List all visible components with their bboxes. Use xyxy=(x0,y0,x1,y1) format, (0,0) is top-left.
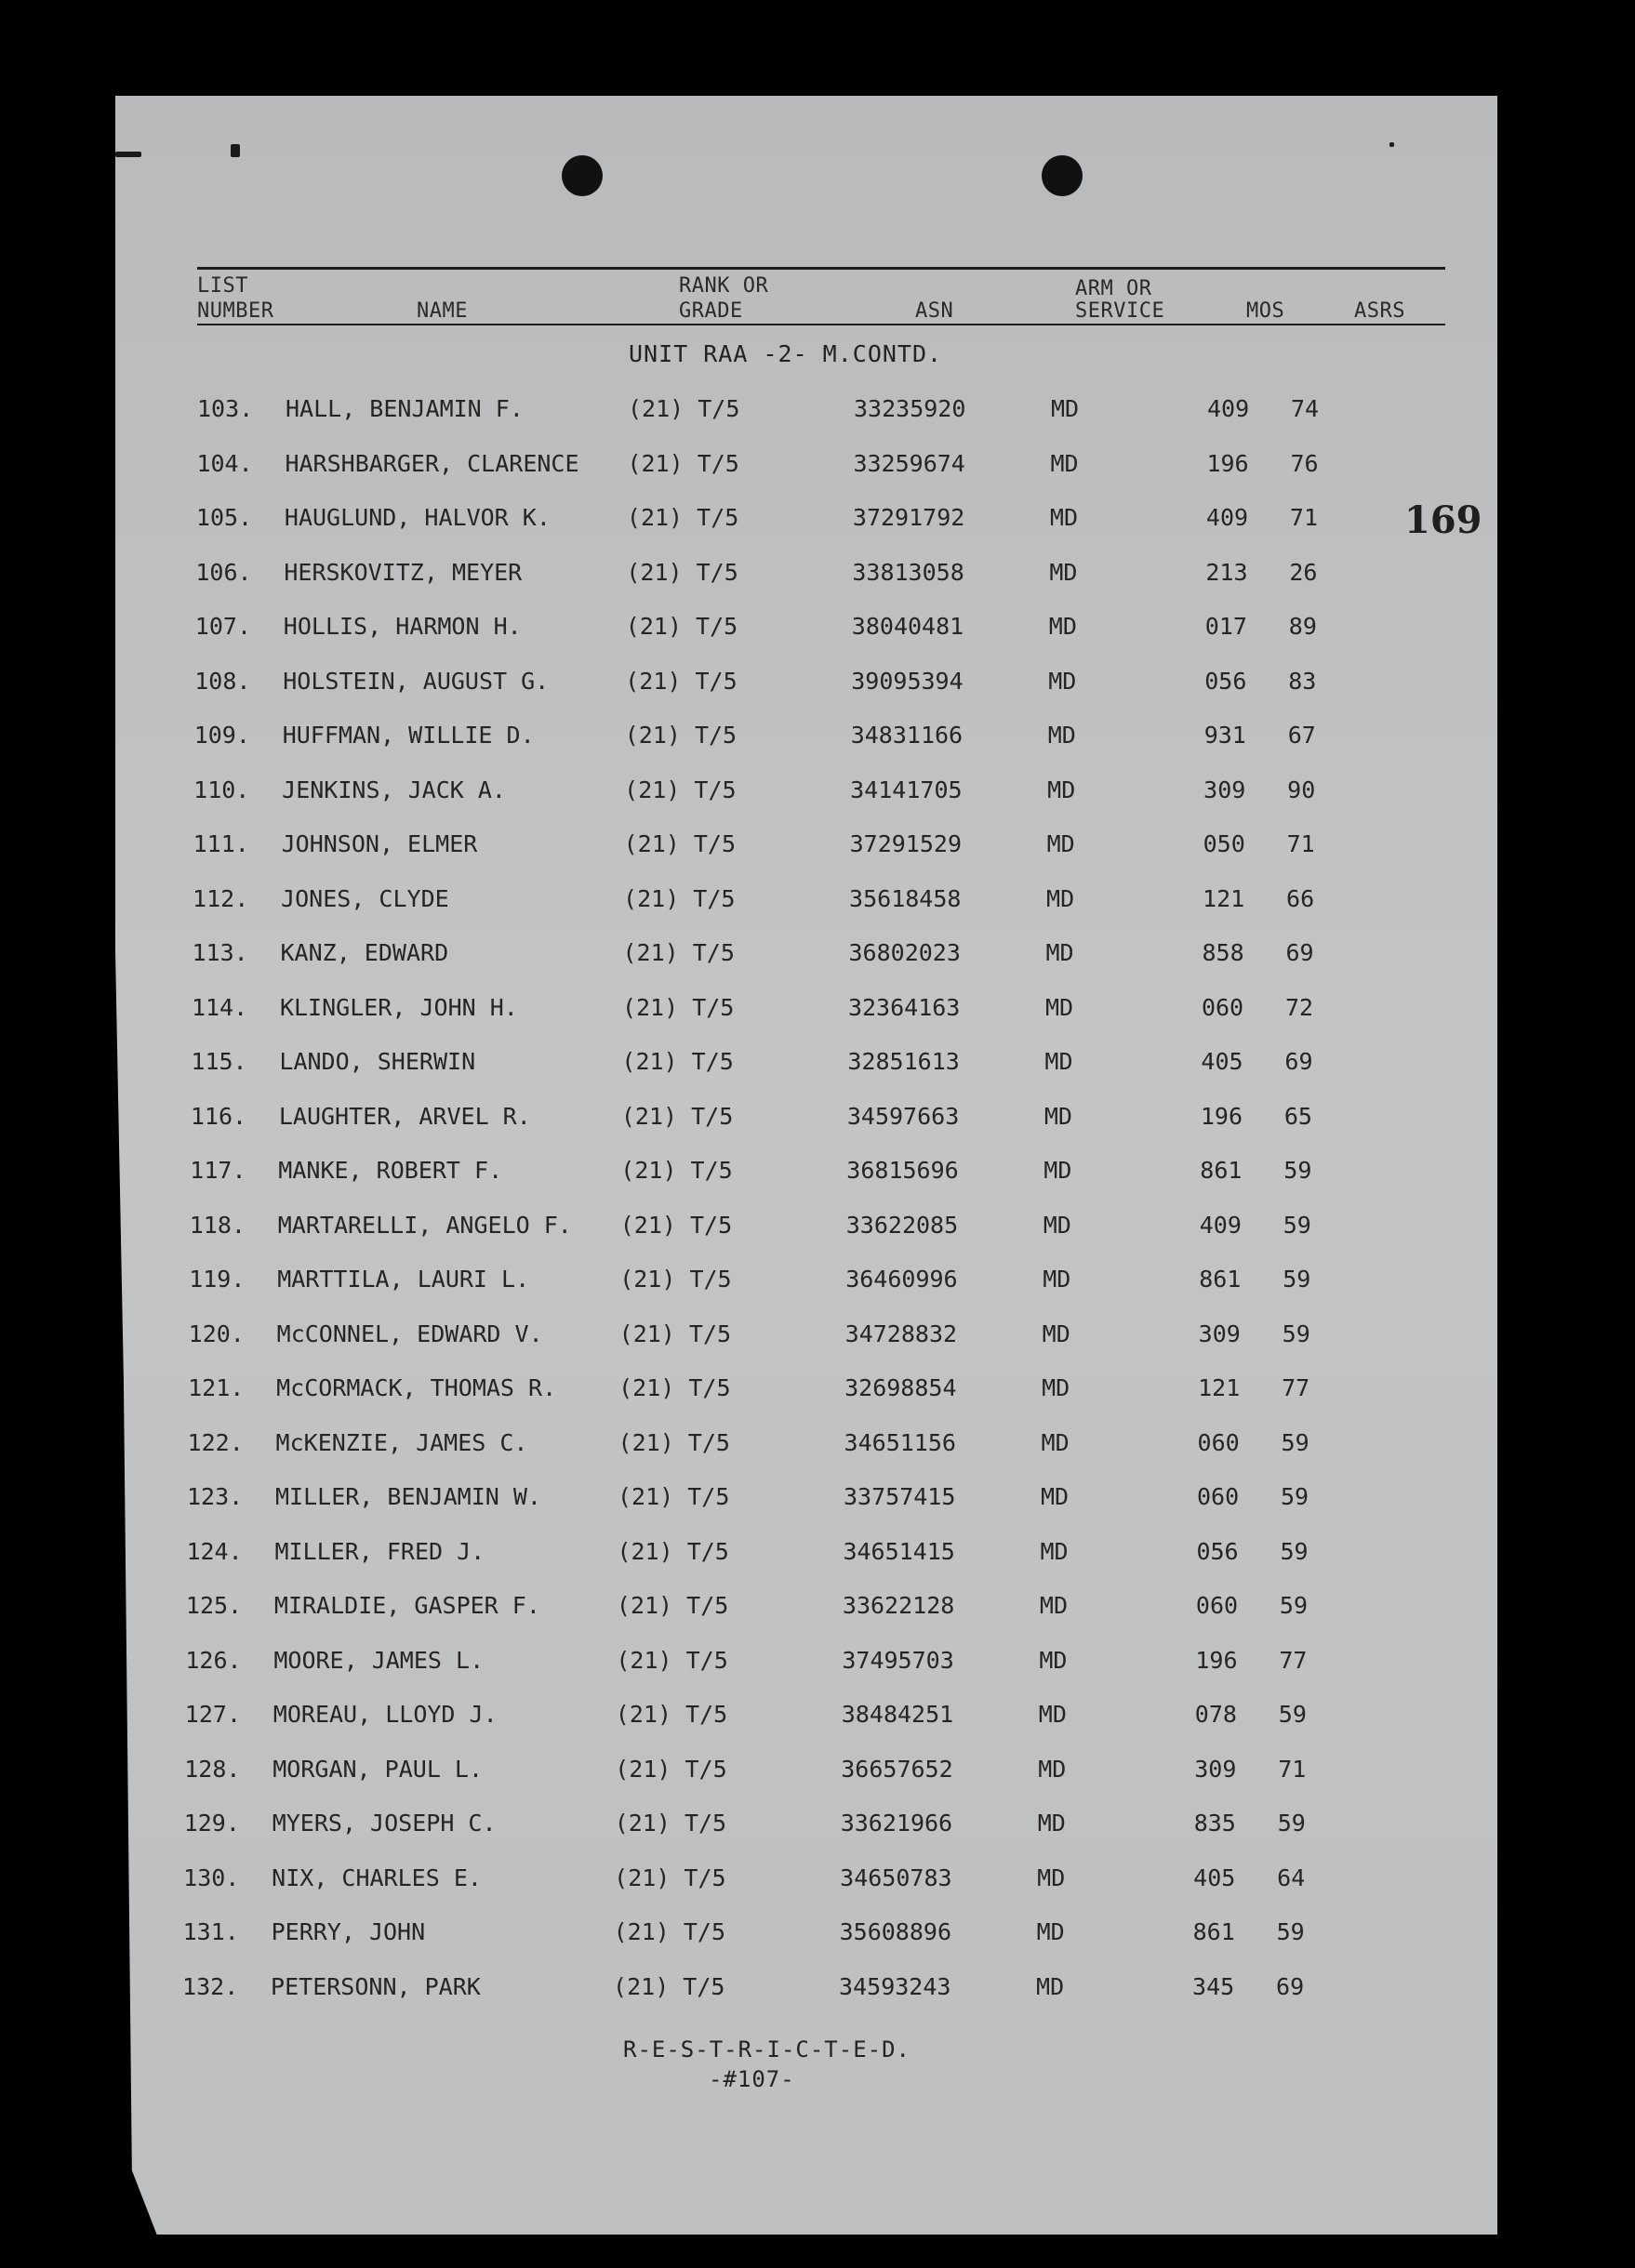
asn-cell: 38484251 xyxy=(841,1701,954,1728)
table-row xyxy=(0,1212,1628,1267)
restricted-marking: R-E-S-T-R-I-C-T-E-D. xyxy=(623,2036,911,2062)
scan-speck xyxy=(1389,142,1394,147)
rank-grade-cell: (21) T/5 xyxy=(615,1755,727,1783)
rank-grade-cell: (21) T/5 xyxy=(613,1918,726,1945)
soldier-name-cell: MARTARELLI, ANGELO F. xyxy=(277,1211,572,1239)
rank-grade-cell: (21) T/5 xyxy=(619,1266,732,1293)
soldier-name-cell: HOLLIS, HARMON H. xyxy=(283,613,522,640)
mos-cell: 409 xyxy=(1205,504,1249,531)
soldier-name-cell: MILLER, FRED J. xyxy=(274,1537,485,1565)
arm-service-cell: MD xyxy=(1043,1266,1071,1293)
rank-grade-cell: (21) T/5 xyxy=(616,1592,729,1619)
asrs-cell: 59 xyxy=(1279,1592,1309,1619)
rank-grade-cell: (21) T/5 xyxy=(622,939,735,966)
list-number-cell: 120. xyxy=(188,1320,245,1347)
list-number-cell: 106. xyxy=(195,558,252,586)
list-number-cell: 128. xyxy=(184,1755,241,1783)
list-number-cell: 116. xyxy=(190,1102,247,1130)
mos-cell: 050 xyxy=(1203,830,1245,857)
asn-cell: 34141705 xyxy=(850,776,963,803)
mos-cell: 060 xyxy=(1197,1483,1240,1510)
list-number-cell: 113. xyxy=(192,939,248,966)
soldier-name-cell: MARTTILA, LAURI L. xyxy=(277,1266,530,1293)
arm-service-cell: MD xyxy=(1041,1428,1070,1456)
asrs-cell: 66 xyxy=(1286,884,1315,912)
arm-service-cell: MD xyxy=(1040,1537,1069,1565)
rank-grade-cell: (21) T/5 xyxy=(627,449,739,477)
rank-grade-cell: (21) T/5 xyxy=(624,776,737,803)
list-number-cell: 123. xyxy=(187,1483,244,1510)
table-row xyxy=(0,559,1633,614)
soldier-name-cell: HERSKOVITZ, MEYER xyxy=(284,558,523,586)
table-row xyxy=(0,1810,1622,1864)
arm-service-cell: MD xyxy=(1043,1157,1072,1184)
mos-cell: 309 xyxy=(1194,1755,1237,1783)
arm-service-cell: MD xyxy=(1048,667,1077,695)
table-row xyxy=(0,1864,1621,1919)
header-top-rule xyxy=(197,267,1445,270)
list-number-cell: 110. xyxy=(193,776,250,803)
table-row xyxy=(0,994,1629,1049)
asn-cell: 36802023 xyxy=(848,939,961,966)
asrs-cell: 67 xyxy=(1287,722,1316,749)
mos-cell: 017 xyxy=(1204,613,1247,640)
punch-hole xyxy=(1042,155,1083,196)
header-rank-line2: GRADE xyxy=(679,299,743,323)
header-bottom-rule xyxy=(197,324,1445,325)
rank-grade-cell: (21) T/5 xyxy=(621,1048,734,1075)
mos-cell: 835 xyxy=(1193,1810,1236,1837)
soldier-name-cell: HAUGLUND, HALVOR K. xyxy=(284,504,551,531)
mos-cell: 121 xyxy=(1198,1374,1241,1401)
asn-cell: 37495703 xyxy=(842,1646,954,1674)
asn-cell: 33622085 xyxy=(845,1211,959,1239)
arm-service-cell: MD xyxy=(1037,1863,1066,1891)
soldier-name-cell: MILLER, BENJAMIN W. xyxy=(275,1483,541,1510)
soldier-name-cell: HARSHBARGER, CLARENCE xyxy=(285,449,579,477)
list-number-cell: 118. xyxy=(189,1211,246,1239)
arm-service-cell: MD xyxy=(1042,1374,1070,1401)
soldier-name-cell: MANKE, ROBERT F. xyxy=(278,1157,503,1184)
mos-cell: 309 xyxy=(1198,1320,1241,1347)
asrs-cell: 71 xyxy=(1289,504,1319,531)
asn-cell: 34650783 xyxy=(840,1863,952,1891)
arm-service-cell: MD xyxy=(1036,1972,1065,2000)
asn-cell: 34651415 xyxy=(843,1537,955,1565)
soldier-name-cell: MOORE, JAMES L. xyxy=(273,1646,485,1674)
table-row xyxy=(0,1429,1626,1484)
list-number-cell: 117. xyxy=(190,1157,246,1184)
asn-cell: 36657652 xyxy=(841,1755,953,1783)
arm-service-cell: MD xyxy=(1042,1320,1070,1347)
rank-grade-cell: (21) T/5 xyxy=(614,1810,727,1837)
list-number-cell: 121. xyxy=(188,1374,245,1401)
soldier-name-cell: HALL, BENJAMIN F. xyxy=(286,395,524,422)
roster-table xyxy=(0,395,1635,2027)
asn-cell: 34597663 xyxy=(846,1102,960,1130)
list-number-cell: 115. xyxy=(191,1048,247,1075)
mos-cell: 121 xyxy=(1203,884,1245,912)
asrs-cell: 83 xyxy=(1288,667,1317,695)
table-row xyxy=(0,395,1635,450)
arm-service-cell: MD xyxy=(1047,722,1076,749)
list-number-cell: 131. xyxy=(182,1918,239,1945)
asrs-cell: 59 xyxy=(1283,1266,1311,1293)
list-number-cell: 108. xyxy=(194,667,251,695)
asn-cell: 38040481 xyxy=(851,613,964,640)
table-row xyxy=(0,1374,1626,1429)
soldier-name-cell: KANZ, EDWARD xyxy=(280,939,449,966)
asn-cell: 32851613 xyxy=(847,1048,960,1075)
mos-cell: 861 xyxy=(1199,1266,1242,1293)
page-number: 169 xyxy=(1404,498,1482,542)
asn-cell: 39095394 xyxy=(851,667,964,695)
list-number-cell: 109. xyxy=(193,722,250,749)
rank-grade-cell: (21) T/5 xyxy=(626,558,738,586)
rank-grade-cell: (21) T/5 xyxy=(618,1374,731,1401)
list-number-cell: 107. xyxy=(194,613,252,640)
mos-cell: 060 xyxy=(1197,1428,1240,1456)
arm-service-cell: MD xyxy=(1041,1483,1070,1510)
arm-service-cell: MD xyxy=(1044,1048,1073,1075)
rank-grade-cell: (21) T/5 xyxy=(615,1701,728,1728)
mos-cell: 931 xyxy=(1203,722,1246,749)
asrs-cell: 74 xyxy=(1291,395,1320,422)
table-row xyxy=(0,776,1631,831)
soldier-name-cell: NIX, CHARLES E. xyxy=(272,1863,482,1891)
header-arm-line1: ARM OR xyxy=(1075,277,1152,300)
asn-cell: 33757415 xyxy=(844,1483,956,1510)
rank-grade-cell: (21) T/5 xyxy=(625,613,738,640)
mos-cell: 196 xyxy=(1200,1102,1243,1130)
mos-cell: 078 xyxy=(1194,1701,1237,1728)
list-number-cell: 104. xyxy=(196,449,253,477)
asrs-cell: 59 xyxy=(1281,1483,1309,1510)
scan-speck xyxy=(231,144,240,157)
soldier-name-cell: PETERSONN, PARK xyxy=(271,1972,481,2000)
soldier-name-cell: MOREAU, LLOYD J. xyxy=(272,1701,498,1728)
header-asn: ASN xyxy=(915,299,954,323)
header-mos: MOS xyxy=(1246,299,1285,323)
arm-service-cell: MD xyxy=(1049,504,1079,531)
list-number-cell: 111. xyxy=(193,830,249,857)
asn-cell: 34593243 xyxy=(839,1972,951,2000)
rank-grade-cell: (21) T/5 xyxy=(618,1428,730,1456)
header-arm-line2: SERVICE xyxy=(1075,299,1165,323)
arm-service-cell: MD xyxy=(1039,1592,1069,1619)
arm-service-cell: MD xyxy=(1038,1701,1067,1728)
soldier-name-cell: MIRALDIE, GASPER F. xyxy=(273,1592,540,1619)
asrs-cell: 72 xyxy=(1284,993,1314,1021)
asrs-cell: 69 xyxy=(1285,939,1314,966)
mos-cell: 858 xyxy=(1202,939,1244,966)
list-number-cell: 126. xyxy=(185,1646,242,1674)
asn-cell: 33621966 xyxy=(840,1810,953,1837)
soldier-name-cell: LAUGHTER, ARVEL R. xyxy=(278,1102,531,1130)
rank-grade-cell: (21) T/5 xyxy=(620,1102,734,1130)
mos-cell: 861 xyxy=(1200,1157,1243,1184)
asn-cell: 33622128 xyxy=(842,1592,955,1619)
table-row xyxy=(0,722,1632,776)
arm-service-cell: MD xyxy=(1050,449,1079,477)
asrs-cell: 71 xyxy=(1286,830,1315,857)
rank-grade-cell: (21) T/5 xyxy=(618,1320,732,1347)
asrs-cell: 26 xyxy=(1289,558,1318,586)
soldier-name-cell: JONES, CLYDE xyxy=(281,884,449,912)
list-number-cell: 129. xyxy=(183,1810,240,1837)
table-row xyxy=(0,1756,1622,1810)
arm-service-cell: MD xyxy=(1038,1755,1067,1783)
arm-service-cell: MD xyxy=(1044,993,1074,1021)
rank-grade-cell: (21) T/5 xyxy=(614,1863,726,1891)
table-row xyxy=(0,613,1633,668)
arm-service-cell: MD xyxy=(1037,1810,1066,1837)
mos-cell: 196 xyxy=(1195,1646,1238,1674)
rank-grade-cell: (21) T/5 xyxy=(618,1483,730,1510)
scan-speck xyxy=(115,152,141,157)
soldier-name-cell: PERRY, JOHN xyxy=(271,1918,426,1945)
asn-cell: 37291529 xyxy=(849,830,963,857)
asrs-cell: 59 xyxy=(1277,1810,1306,1837)
list-number-cell: 114. xyxy=(191,993,248,1021)
table-row xyxy=(0,1266,1627,1320)
rank-grade-cell: (21) T/5 xyxy=(623,884,736,912)
asrs-cell: 77 xyxy=(1279,1646,1308,1674)
table-row xyxy=(0,1647,1623,1702)
mos-cell: 060 xyxy=(1195,1592,1239,1619)
list-number-cell: 103. xyxy=(197,395,254,422)
table-row xyxy=(0,1701,1623,1756)
table-row xyxy=(0,1103,1628,1158)
table-row xyxy=(0,1538,1624,1593)
arm-service-cell: MD xyxy=(1051,395,1080,422)
arm-service-cell: MD xyxy=(1049,558,1078,586)
list-number-cell: 112. xyxy=(193,884,249,912)
mos-cell: 409 xyxy=(1199,1211,1242,1239)
asrs-cell: 71 xyxy=(1278,1755,1307,1783)
asn-cell: 34728832 xyxy=(844,1320,958,1347)
soldier-name-cell: JOHNSON, ELMER xyxy=(281,830,478,857)
asrs-cell: 69 xyxy=(1284,1048,1313,1075)
soldier-name-cell: KLINGLER, JOHN H. xyxy=(279,993,518,1021)
list-number-cell: 122. xyxy=(187,1428,244,1456)
asn-cell: 32364163 xyxy=(847,993,961,1021)
asn-cell: 34831166 xyxy=(850,722,964,749)
soldier-name-cell: MYERS, JOSEPH C. xyxy=(272,1810,497,1837)
asrs-cell: 64 xyxy=(1277,1863,1306,1891)
table-row xyxy=(0,1592,1624,1647)
rank-grade-cell: (21) T/5 xyxy=(616,1646,728,1674)
list-number-cell: 130. xyxy=(183,1863,240,1891)
header-list-number-line2: NUMBER xyxy=(197,299,274,323)
table-row xyxy=(0,1973,1620,2028)
asn-cell: 33235920 xyxy=(854,395,966,422)
rank-grade-cell: (21) T/5 xyxy=(620,1157,733,1184)
asn-cell: 35618458 xyxy=(849,884,962,912)
soldier-name-cell: HUFFMAN, WILLIE D. xyxy=(282,722,535,749)
mos-cell: 409 xyxy=(1207,395,1250,422)
asrs-cell: 59 xyxy=(1276,1918,1305,1945)
soldier-name-cell: MORGAN, PAUL L. xyxy=(272,1755,484,1783)
header-list-number-line1: LIST xyxy=(197,274,248,298)
list-number-cell: 124. xyxy=(186,1537,243,1565)
mos-cell: 309 xyxy=(1203,776,1246,803)
mos-cell: 056 xyxy=(1196,1537,1239,1565)
asrs-cell: 69 xyxy=(1276,1972,1305,2000)
arm-service-cell: MD xyxy=(1043,1102,1072,1130)
asrs-cell: 89 xyxy=(1288,613,1317,640)
mos-cell: 405 xyxy=(1193,1863,1236,1891)
table-row xyxy=(0,830,1631,885)
soldier-name-cell: LANDO, SHERWIN xyxy=(279,1048,476,1075)
table-row xyxy=(0,504,1634,559)
rank-grade-cell: (21) T/5 xyxy=(613,1972,725,2000)
mos-cell: 345 xyxy=(1192,1972,1235,2000)
list-number-cell: 119. xyxy=(189,1266,246,1293)
rank-grade-cell: (21) T/5 xyxy=(617,1537,729,1565)
asn-cell: 33813058 xyxy=(852,558,964,586)
list-number-cell: 125. xyxy=(185,1592,243,1619)
table-row xyxy=(0,1157,1628,1212)
mos-cell: 861 xyxy=(1192,1918,1235,1945)
table-row xyxy=(0,668,1632,723)
list-number-cell: 105. xyxy=(195,504,253,531)
arm-service-cell: MD xyxy=(1045,939,1074,966)
rank-grade-cell: (21) T/5 xyxy=(619,1211,733,1239)
arm-service-cell: MD xyxy=(1036,1918,1065,1945)
punch-hole xyxy=(562,155,603,196)
asn-cell: 35608896 xyxy=(839,1918,952,1945)
table-row xyxy=(0,1048,1628,1103)
asn-cell: 33259674 xyxy=(853,449,965,477)
table-row xyxy=(0,885,1630,940)
list-number-cell: 127. xyxy=(184,1701,242,1728)
table-row xyxy=(0,939,1630,994)
soldier-name-cell: McCONNEL, EDWARD V. xyxy=(276,1320,543,1347)
asn-cell: 34651156 xyxy=(844,1428,956,1456)
asrs-cell: 59 xyxy=(1280,1537,1309,1565)
arm-service-cell: MD xyxy=(1046,884,1075,912)
unit-heading: UNIT RAA -2- M.CONTD. xyxy=(629,340,943,367)
asrs-cell: 76 xyxy=(1290,449,1319,477)
asn-cell: 37291792 xyxy=(852,504,965,531)
arm-service-cell: MD xyxy=(1048,613,1077,640)
soldier-name-cell: McKENZIE, JAMES C. xyxy=(275,1428,528,1456)
asn-cell: 36815696 xyxy=(846,1157,959,1184)
rank-grade-cell: (21) T/5 xyxy=(623,830,737,857)
soldier-name-cell: McCORMACK, THOMAS R. xyxy=(276,1374,557,1401)
asrs-cell: 90 xyxy=(1287,776,1316,803)
asrs-cell: 77 xyxy=(1282,1374,1310,1401)
rank-grade-cell: (21) T/5 xyxy=(625,667,738,695)
form-number: -#107- xyxy=(709,2066,795,2092)
mos-cell: 213 xyxy=(1205,558,1248,586)
header-rank-line1: RANK OR xyxy=(679,274,769,298)
table-row xyxy=(0,1483,1625,1538)
mos-cell: 196 xyxy=(1206,449,1249,477)
header-name: NAME xyxy=(417,299,468,323)
arm-service-cell: MD xyxy=(1043,1211,1071,1239)
arm-service-cell: MD xyxy=(1039,1646,1068,1674)
mos-cell: 405 xyxy=(1201,1048,1243,1075)
asrs-cell: 59 xyxy=(1278,1701,1307,1728)
asrs-cell: 59 xyxy=(1283,1211,1311,1239)
rank-grade-cell: (21) T/5 xyxy=(621,993,735,1021)
asrs-cell: 59 xyxy=(1281,1428,1309,1456)
rank-grade-cell: (21) T/5 xyxy=(628,395,740,422)
asn-cell: 32698854 xyxy=(844,1374,957,1401)
rank-grade-cell: (21) T/5 xyxy=(624,722,738,749)
table-row xyxy=(0,1918,1621,1973)
asn-cell: 36460996 xyxy=(845,1266,958,1293)
arm-service-cell: MD xyxy=(1046,830,1075,857)
mos-cell: 060 xyxy=(1201,993,1244,1021)
asrs-cell: 59 xyxy=(1282,1320,1310,1347)
asrs-cell: 65 xyxy=(1283,1102,1312,1130)
asrs-cell: 59 xyxy=(1283,1157,1312,1184)
table-row xyxy=(0,1320,1627,1375)
rank-grade-cell: (21) T/5 xyxy=(626,504,739,531)
soldier-name-cell: HOLSTEIN, AUGUST G. xyxy=(283,667,550,695)
header-asrs: ASRS xyxy=(1354,299,1405,323)
arm-service-cell: MD xyxy=(1047,776,1076,803)
mos-cell: 056 xyxy=(1204,667,1247,695)
table-row xyxy=(0,450,1634,505)
soldier-name-cell: JENKINS, JACK A. xyxy=(282,776,506,803)
list-number-cell: 132. xyxy=(182,1972,239,2000)
